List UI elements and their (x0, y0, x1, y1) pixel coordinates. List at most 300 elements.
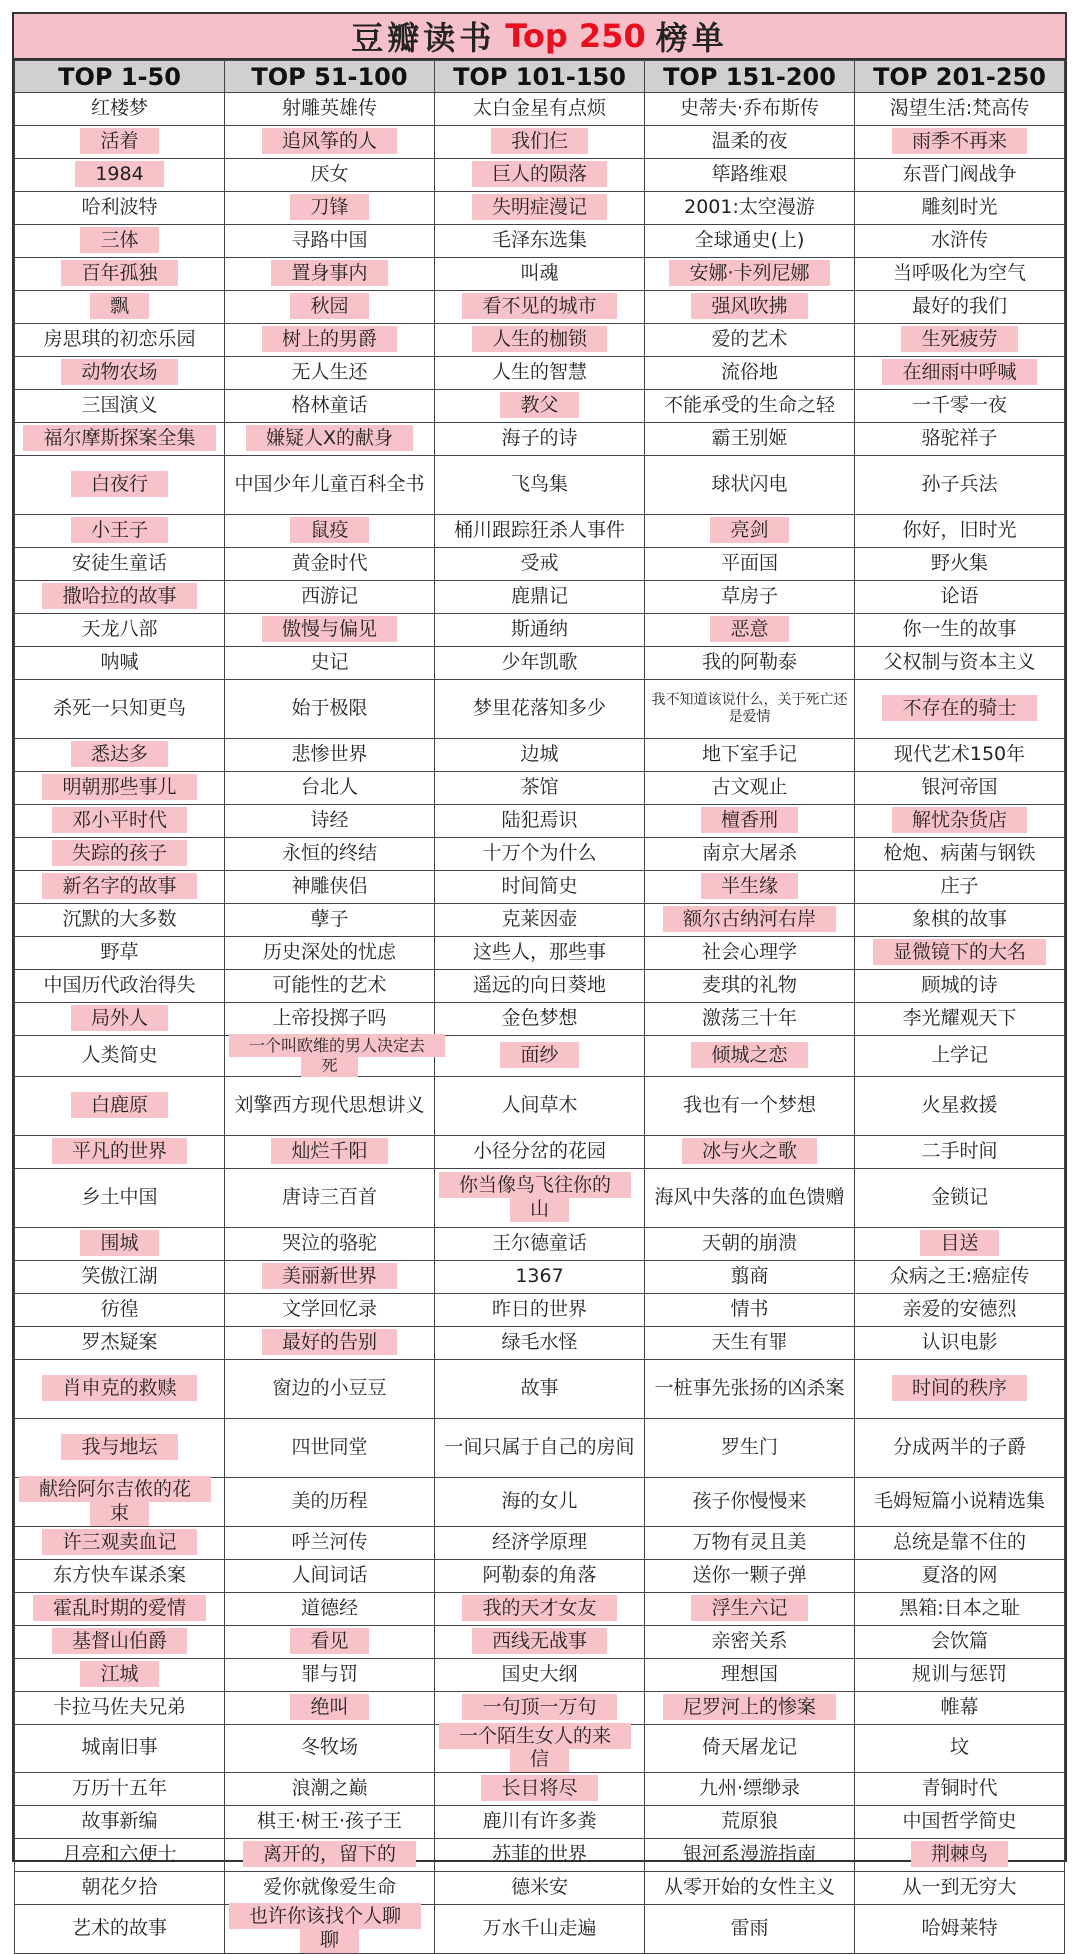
book-cell (645, 937, 855, 970)
book-title: 你好，旧时光 (902, 519, 1017, 542)
book-title: 王尔德童话 (491, 1232, 587, 1255)
book-cell (855, 904, 1065, 937)
table-row (15, 126, 1065, 159)
book-cell (225, 647, 435, 680)
book-cell (435, 1559, 645, 1592)
book-cell (15, 357, 225, 390)
book-cell (225, 291, 435, 324)
book-title: 雷雨 (730, 1916, 769, 1939)
book-title: 德米安 (510, 1876, 568, 1899)
book-cell (855, 1806, 1065, 1839)
book-cell (645, 357, 855, 390)
book-title: 万物有灵且美 (692, 1530, 807, 1553)
book-cell (435, 772, 645, 805)
book-title: 罗生门 (720, 1436, 778, 1459)
book-title: 乡土中国 (81, 1186, 158, 1209)
table-row (15, 581, 1065, 614)
book-cell (855, 680, 1065, 739)
table-row (15, 680, 1065, 739)
book-cell (855, 647, 1065, 680)
book-title: 西线无战事 (472, 1628, 607, 1654)
book-cell (225, 324, 435, 357)
book-cell (645, 390, 855, 423)
book-cell (645, 647, 855, 680)
book-cell (855, 390, 1065, 423)
book-title: 艺术的故事 (71, 1916, 167, 1939)
book-cell (15, 192, 225, 225)
book-title: 我不知道该说什么，关于死亡还是爱情 (651, 691, 848, 725)
book-title: 规训与惩罚 (911, 1662, 1007, 1685)
book-title: 中国少年儿童百科全书 (234, 473, 425, 496)
book-cell (645, 291, 855, 324)
book-title: 尼罗河上的惨案 (663, 1694, 836, 1720)
book-cell (645, 1658, 855, 1691)
book-cell (645, 1625, 855, 1658)
book-cell (645, 1806, 855, 1839)
book-cell (15, 970, 225, 1003)
table-row (15, 1872, 1065, 1905)
book-title: 唐诗三百首 (281, 1186, 377, 1209)
book-title: 筚路维艰 (711, 163, 788, 186)
book-title: 万历十五年 (71, 1777, 167, 1800)
book-cell (645, 225, 855, 258)
book-cell (15, 390, 225, 423)
book-cell (645, 1905, 855, 1954)
book-cell (435, 1228, 645, 1261)
book-title: 时间的秩序 (892, 1375, 1027, 1401)
book-cell (435, 904, 645, 937)
book-cell (225, 1327, 435, 1360)
book-title: 城南旧事 (81, 1736, 158, 1759)
book-title: 斯通纳 (510, 618, 568, 641)
book-title: 动物农场 (61, 359, 177, 385)
book-cell (15, 1839, 225, 1872)
book-title: 射雕英雄传 (281, 97, 377, 120)
book-cell (15, 739, 225, 772)
book-cell (225, 1773, 435, 1806)
column-header-4: TOP 151-200 (645, 61, 855, 93)
book-cell (855, 258, 1065, 291)
book-title: 十万个为什么 (482, 842, 597, 865)
book-title: 分成两半的子爵 (892, 1436, 1026, 1459)
ranking-table (14, 60, 1065, 1954)
book-cell (645, 1136, 855, 1169)
book-cell (435, 1169, 645, 1228)
book-title: 白鹿原 (71, 1092, 168, 1118)
book-title: 荒原狼 (720, 1810, 778, 1833)
book-cell (645, 324, 855, 357)
book-title: 浪潮之巅 (291, 1777, 368, 1800)
book-title: 永恒的终结 (281, 842, 377, 865)
table-row (15, 970, 1065, 1003)
table-row (15, 93, 1065, 126)
book-cell (15, 581, 225, 614)
book-title: 刘擎西方现代思想讲义 (234, 1094, 425, 1117)
book-title: 额尔古纳河右岸 (663, 906, 836, 932)
book-title: 当呼吸化为空气 (892, 262, 1026, 285)
book-title: 一句顶一万句 (462, 1694, 616, 1720)
column-header-1: TOP 1-50 (15, 61, 225, 93)
book-cell (855, 291, 1065, 324)
book-cell (855, 1077, 1065, 1136)
book-title: 失踪的孩子 (52, 840, 187, 866)
book-title: 看见 (290, 1628, 368, 1654)
book-title: 绝叫 (290, 1694, 368, 1720)
book-title: 人间词话 (291, 1563, 368, 1586)
book-title: 生死疲劳 (901, 326, 1017, 352)
book-cell (435, 1839, 645, 1872)
table-row (15, 324, 1065, 357)
book-title: 史记 (310, 651, 349, 674)
book-cell (15, 1625, 225, 1658)
book-title: 红楼梦 (90, 97, 148, 120)
book-cell (855, 515, 1065, 548)
book-cell (225, 1724, 435, 1773)
book-title: 离开的，留下的 (243, 1841, 416, 1867)
book-title: 水浒传 (930, 229, 988, 252)
book-title: 故事 (520, 1377, 559, 1400)
book-title: 雨季不再来 (892, 128, 1027, 154)
book-title: 呐喊 (100, 651, 139, 674)
book-title: 夏洛的网 (921, 1563, 998, 1586)
table-row (15, 423, 1065, 456)
book-title: 明朝那些事儿 (42, 774, 196, 800)
book-title: 倾城之恋 (691, 1042, 807, 1068)
book-title: 李光耀观天下 (902, 1007, 1017, 1030)
book-cell (645, 1559, 855, 1592)
book-cell (855, 1360, 1065, 1419)
book-cell (645, 1872, 855, 1905)
table-row (15, 1658, 1065, 1691)
book-title: 我与地坛 (61, 1434, 177, 1460)
book-title: 恶意 (710, 616, 788, 642)
book-cell (855, 1905, 1065, 1954)
book-cell (645, 838, 855, 871)
book-title: 众病之王:癌症传 (889, 1265, 1030, 1288)
book-cell (855, 1724, 1065, 1773)
book-title: 解忧杂货店 (892, 807, 1027, 833)
book-cell (225, 1839, 435, 1872)
book-cell (15, 1691, 225, 1724)
book-title: 苏菲的世界 (491, 1843, 587, 1866)
book-cell (645, 1773, 855, 1806)
book-cell (645, 581, 855, 614)
book-cell (15, 937, 225, 970)
book-cell (645, 1592, 855, 1625)
book-title: 看不见的城市 (462, 293, 616, 319)
book-title: 父权制与资本主义 (883, 651, 1036, 674)
book-cell (15, 1036, 225, 1077)
book-title: 1984 (75, 161, 163, 187)
table-row (15, 1724, 1065, 1773)
book-cell (225, 805, 435, 838)
book-title: 爱的艺术 (711, 328, 788, 351)
table-row (15, 1559, 1065, 1592)
table-row (15, 1036, 1065, 1077)
book-cell (225, 1691, 435, 1724)
ranking-body (15, 93, 1065, 1954)
book-title: 时间简史 (501, 875, 578, 898)
book-cell (225, 1806, 435, 1839)
table-row (15, 159, 1065, 192)
table-row (15, 1625, 1065, 1658)
book-cell (855, 1839, 1065, 1872)
book-title: 冰与火之歌 (682, 1138, 817, 1164)
book-title: 棋王·树王·孩子王 (256, 1810, 403, 1833)
book-title: 少年凯歌 (501, 651, 578, 674)
book-cell (15, 1724, 225, 1773)
book-cell (15, 1261, 225, 1294)
book-cell (435, 1360, 645, 1419)
book-cell (855, 1228, 1065, 1261)
book-cell (855, 225, 1065, 258)
book-cell (15, 258, 225, 291)
book-cell (435, 1905, 645, 1954)
book-cell (855, 456, 1065, 515)
book-cell (15, 614, 225, 647)
book-cell (645, 1036, 855, 1077)
book-title: 置身事内 (271, 260, 387, 286)
book-cell (855, 159, 1065, 192)
book-cell (15, 291, 225, 324)
book-cell (645, 614, 855, 647)
book-cell (645, 258, 855, 291)
book-title: 人生的智慧 (491, 361, 587, 384)
book-cell (645, 1261, 855, 1294)
book-title: 从零开始的女性主义 (663, 1876, 835, 1899)
book-cell (855, 1592, 1065, 1625)
book-cell (435, 1478, 645, 1527)
book-title: 这些人，那些事 (472, 941, 606, 964)
table-row (15, 1228, 1065, 1261)
book-title: 流俗地 (720, 361, 778, 384)
book-title: 草房子 (720, 585, 778, 608)
book-cell (435, 126, 645, 159)
book-title: 白夜行 (71, 471, 168, 497)
book-cell (855, 581, 1065, 614)
book-title: 认识电影 (921, 1331, 998, 1354)
book-cell (225, 1526, 435, 1559)
book-cell (645, 970, 855, 1003)
book-title: 哈姆莱特 (921, 1916, 998, 1939)
book-title: 邓小平时代 (52, 807, 187, 833)
book-title: 我也有一个梦想 (682, 1094, 816, 1117)
book-title: 台北人 (300, 776, 358, 799)
book-cell (855, 871, 1065, 904)
book-cell (855, 548, 1065, 581)
book-title: 面纱 (500, 1042, 578, 1068)
book-title: 飞鸟集 (510, 473, 568, 496)
book-cell (15, 838, 225, 871)
book-cell (225, 456, 435, 515)
table-row (15, 805, 1065, 838)
book-title: 爱你就像爱生命 (262, 1876, 396, 1899)
book-title: 黑箱:日本之耻 (899, 1596, 1020, 1619)
book-title: 一间只属于自己的房间 (444, 1436, 635, 1459)
book-title: 古文观止 (711, 776, 788, 799)
book-title: 树上的男爵 (262, 326, 397, 352)
book-cell (225, 1592, 435, 1625)
book-title: 长日将尽 (481, 1775, 597, 1801)
table-row (15, 1905, 1065, 1954)
ranking-sheet (12, 12, 1067, 1951)
book-title: 东方快车谋杀案 (52, 1563, 186, 1586)
table-row (15, 1294, 1065, 1327)
book-cell (435, 1136, 645, 1169)
book-cell (15, 423, 225, 456)
book-title: 全球通史(上) (694, 229, 805, 252)
book-cell (855, 838, 1065, 871)
book-cell (435, 1294, 645, 1327)
book-cell (855, 1169, 1065, 1228)
book-title: 悉达多 (71, 741, 168, 767)
book-cell (15, 772, 225, 805)
book-title: 无人生还 (291, 361, 368, 384)
book-title: 小径分岔的花园 (472, 1140, 606, 1163)
book-title: 克莱因壶 (501, 908, 578, 931)
book-title: 太白金星有点烦 (472, 97, 606, 120)
book-title: 江城 (80, 1661, 158, 1687)
book-title: 史蒂夫·乔布斯传 (679, 97, 820, 120)
table-row (15, 937, 1065, 970)
book-title: 1367 (515, 1265, 564, 1288)
book-title: 庄子 (940, 875, 979, 898)
book-cell (435, 680, 645, 739)
table-row (15, 614, 1065, 647)
book-title: 献给阿尔吉侬的花束 (19, 1476, 211, 1526)
book-cell (225, 423, 435, 456)
book-cell (15, 1419, 225, 1478)
book-cell (645, 1526, 855, 1559)
book-cell (225, 1261, 435, 1294)
book-title: 一桩事先张扬的凶杀案 (654, 1377, 845, 1400)
book-title: 我们仨 (491, 128, 588, 154)
table-row (15, 647, 1065, 680)
table-row (15, 1360, 1065, 1419)
book-title: 诗经 (310, 809, 349, 832)
book-title: 叫魂 (520, 262, 559, 285)
book-title: 彷徨 (100, 1298, 139, 1321)
book-title: 也许你该找个人聊聊 (229, 1903, 421, 1953)
book-cell (435, 548, 645, 581)
book-title: 笑傲江湖 (81, 1265, 158, 1288)
book-cell (645, 1327, 855, 1360)
book-title: 亮剑 (710, 517, 788, 543)
table-row (15, 1691, 1065, 1724)
book-cell (225, 390, 435, 423)
title-suffix: 榜单 (655, 19, 728, 57)
book-title: 罪与罚 (300, 1662, 358, 1685)
book-cell (645, 192, 855, 225)
book-cell (435, 970, 645, 1003)
table-row (15, 258, 1065, 291)
table-row (15, 739, 1065, 772)
table-row (15, 225, 1065, 258)
table-row (15, 1773, 1065, 1806)
book-title: 不存在的骑士 (882, 695, 1036, 721)
book-cell (645, 1294, 855, 1327)
book-cell (435, 1724, 645, 1773)
book-cell (645, 93, 855, 126)
table-row (15, 772, 1065, 805)
book-cell (15, 1905, 225, 1954)
book-title: 上学记 (930, 1044, 988, 1067)
book-cell (855, 126, 1065, 159)
book-cell (435, 357, 645, 390)
table-row (15, 548, 1065, 581)
book-title: 雕刻时光 (921, 196, 998, 219)
book-title: 倚天屠龙记 (701, 1736, 797, 1759)
book-title: 总统是靠不住的 (892, 1530, 1026, 1553)
book-title: 基督山伯爵 (52, 1628, 187, 1654)
book-cell (855, 1327, 1065, 1360)
book-cell (435, 1261, 645, 1294)
book-title: 刀锋 (290, 194, 368, 220)
book-cell (225, 581, 435, 614)
book-title: 万水千山走遍 (482, 1916, 597, 1939)
book-title: 小王子 (71, 517, 168, 543)
table-row (15, 1327, 1065, 1360)
book-title: 上帝投掷子吗 (272, 1007, 387, 1030)
book-title: 海子的诗 (501, 427, 578, 450)
book-title: 道德经 (300, 1596, 358, 1619)
table-row (15, 1839, 1065, 1872)
book-title: 檀香刑 (701, 807, 798, 833)
book-title: 孙子兵法 (921, 473, 998, 496)
book-title: 社会心理学 (701, 941, 797, 964)
book-cell (225, 548, 435, 581)
book-cell (645, 1478, 855, 1527)
book-cell (855, 739, 1065, 772)
book-title: 野火集 (930, 552, 988, 575)
table-row (15, 1136, 1065, 1169)
book-title: 渴望生活:梵高传 (889, 97, 1030, 120)
book-cell (645, 1077, 855, 1136)
table-row (15, 1592, 1065, 1625)
book-title: 神雕侠侣 (291, 875, 368, 898)
book-title: 在细雨中呼喊 (882, 359, 1036, 385)
book-cell (225, 1077, 435, 1136)
table-row (15, 1169, 1065, 1228)
book-title: 天朝的崩溃 (701, 1232, 797, 1255)
book-title: 霍乱时期的爱情 (33, 1595, 206, 1621)
page-title (14, 14, 1065, 60)
column-header-5: TOP 201-250 (855, 61, 1065, 93)
book-cell (15, 126, 225, 159)
book-cell (435, 871, 645, 904)
book-title: 人间草木 (501, 1094, 578, 1117)
book-title: 美丽新世界 (262, 1263, 397, 1289)
book-cell (435, 581, 645, 614)
book-cell (645, 1691, 855, 1724)
table-row (15, 904, 1065, 937)
book-title: 显微镜下的大名 (873, 939, 1046, 965)
book-cell (225, 739, 435, 772)
book-title: 嫌疑人X的献身 (246, 425, 413, 451)
table-row (15, 1806, 1065, 1839)
book-cell (225, 614, 435, 647)
book-cell (435, 1691, 645, 1724)
book-cell (15, 680, 225, 739)
book-cell (225, 1360, 435, 1419)
book-title: 情书 (730, 1298, 769, 1321)
book-cell (855, 423, 1065, 456)
book-cell (15, 1228, 225, 1261)
book-cell (435, 1003, 645, 1036)
book-title: 中国历代政治得失 (43, 974, 196, 997)
header-row (15, 61, 1065, 93)
title-highlight: Top 250 (505, 17, 646, 55)
